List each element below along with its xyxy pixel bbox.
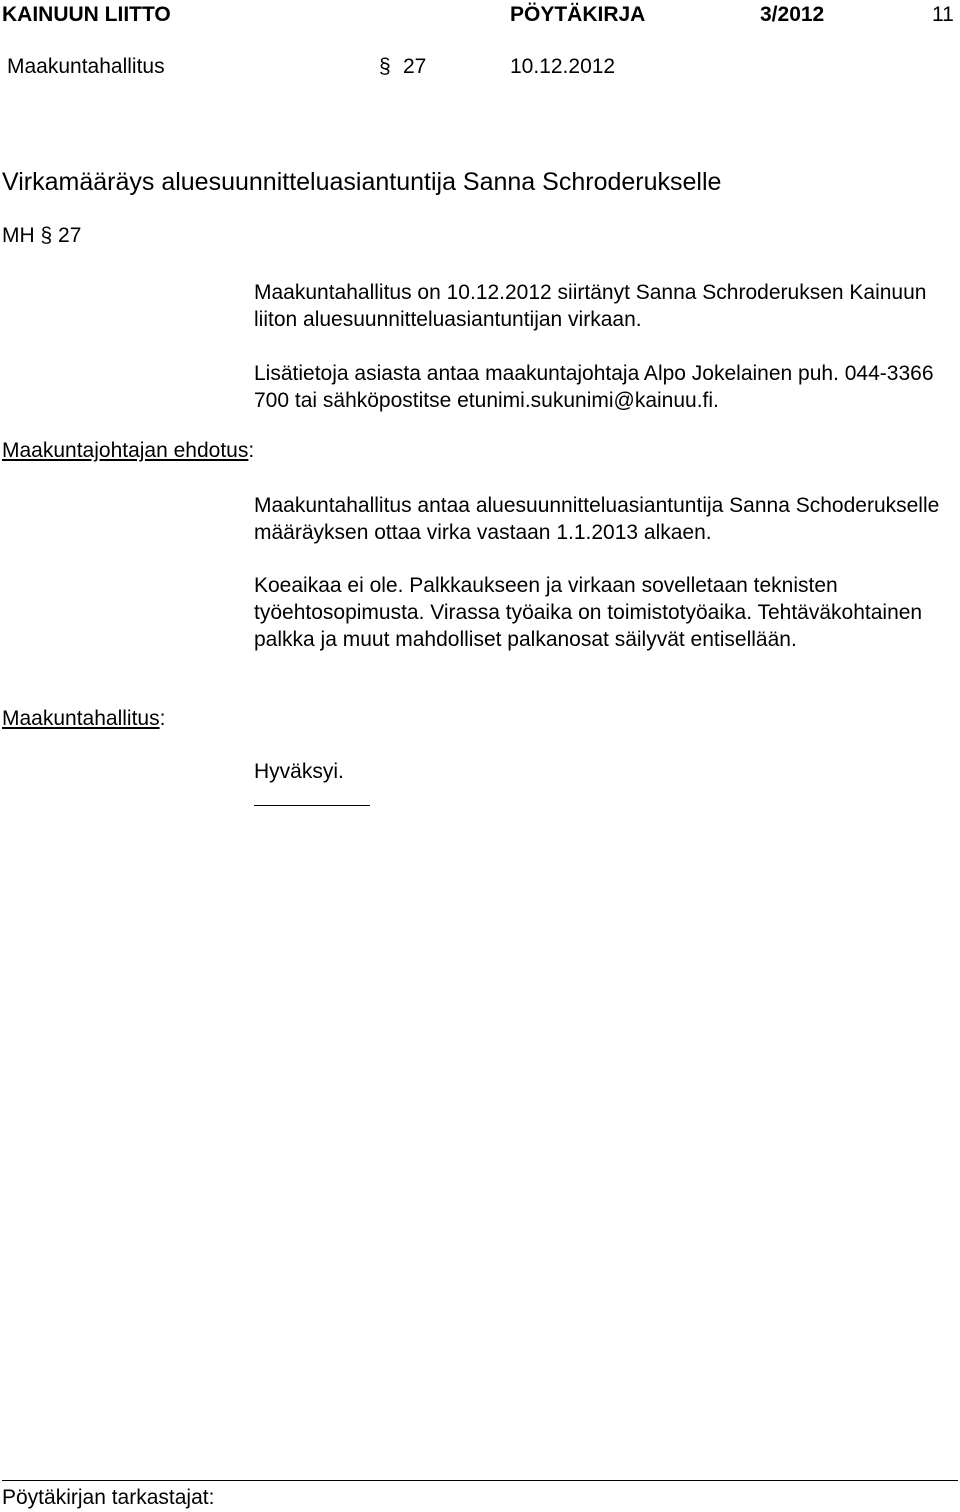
footer-label: Pöytäkirjan tarkastajat: (2, 1486, 215, 1509)
decision-underline (254, 805, 370, 806)
ref-number: 27 (58, 224, 82, 247)
meeting-date: 10.12.2012 (510, 55, 616, 78)
page-number: 11 (932, 3, 954, 26)
proposal-label: Maakuntajohtajan ehdotus: (2, 439, 255, 462)
proposal-paragraph-2: Koeaikaa ei ole. Palkkaukseen ja virkaan sovelletaan teknisten työehtosopimusta. Virassa työaika on toimistotyöaika. Tehtäväkohtainen palkka ja muut mahdolliset palkanosat säilyvät entisellään. (254, 574, 923, 651)
section-reference (2, 224, 81, 248)
doc-type: PÖYTÄKIRJA (510, 3, 646, 26)
ref-section-mark: § (40, 224, 53, 247)
ref-prefix: MH (2, 224, 35, 247)
org-name: KAINUUN LIITTO (2, 3, 171, 26)
page-title: Virkamääräys aluesuunnitteluasiantuntija Sanna Schroderukselle (2, 168, 722, 196)
intro-paragraph-2: Lisätietoja asiasta antaa maakuntajohtaja Alpo Jokelainen puh. 044-3366 700 tai sähköpostitse etunimi.sukunimi@kainuu.fi. (254, 362, 934, 412)
decision-text: Hyväksyi. (254, 760, 344, 783)
meeting-body: Maakuntahallitus (7, 55, 165, 78)
section-mark: § (379, 55, 391, 78)
intro-paragraph-1: Maakuntahallitus on 10.12.2012 siirtänyt Sanna Schroderuksen Kainuun liiton aluesuunnitteluasiantuntijan virkaan. (254, 281, 927, 331)
decision-label: Maakuntahallitus: (2, 707, 166, 730)
section-number: 27 (403, 55, 427, 78)
proposal-paragraph-1: Maakuntahallitus antaa aluesuunnitteluasiantuntija Sanna Schoderukselle määräyksen ottaa virka vastaan 1.1.2013 alkaen. (254, 494, 940, 544)
footer-divider (2, 1480, 958, 1481)
doc-number: 3/2012 (760, 3, 825, 26)
